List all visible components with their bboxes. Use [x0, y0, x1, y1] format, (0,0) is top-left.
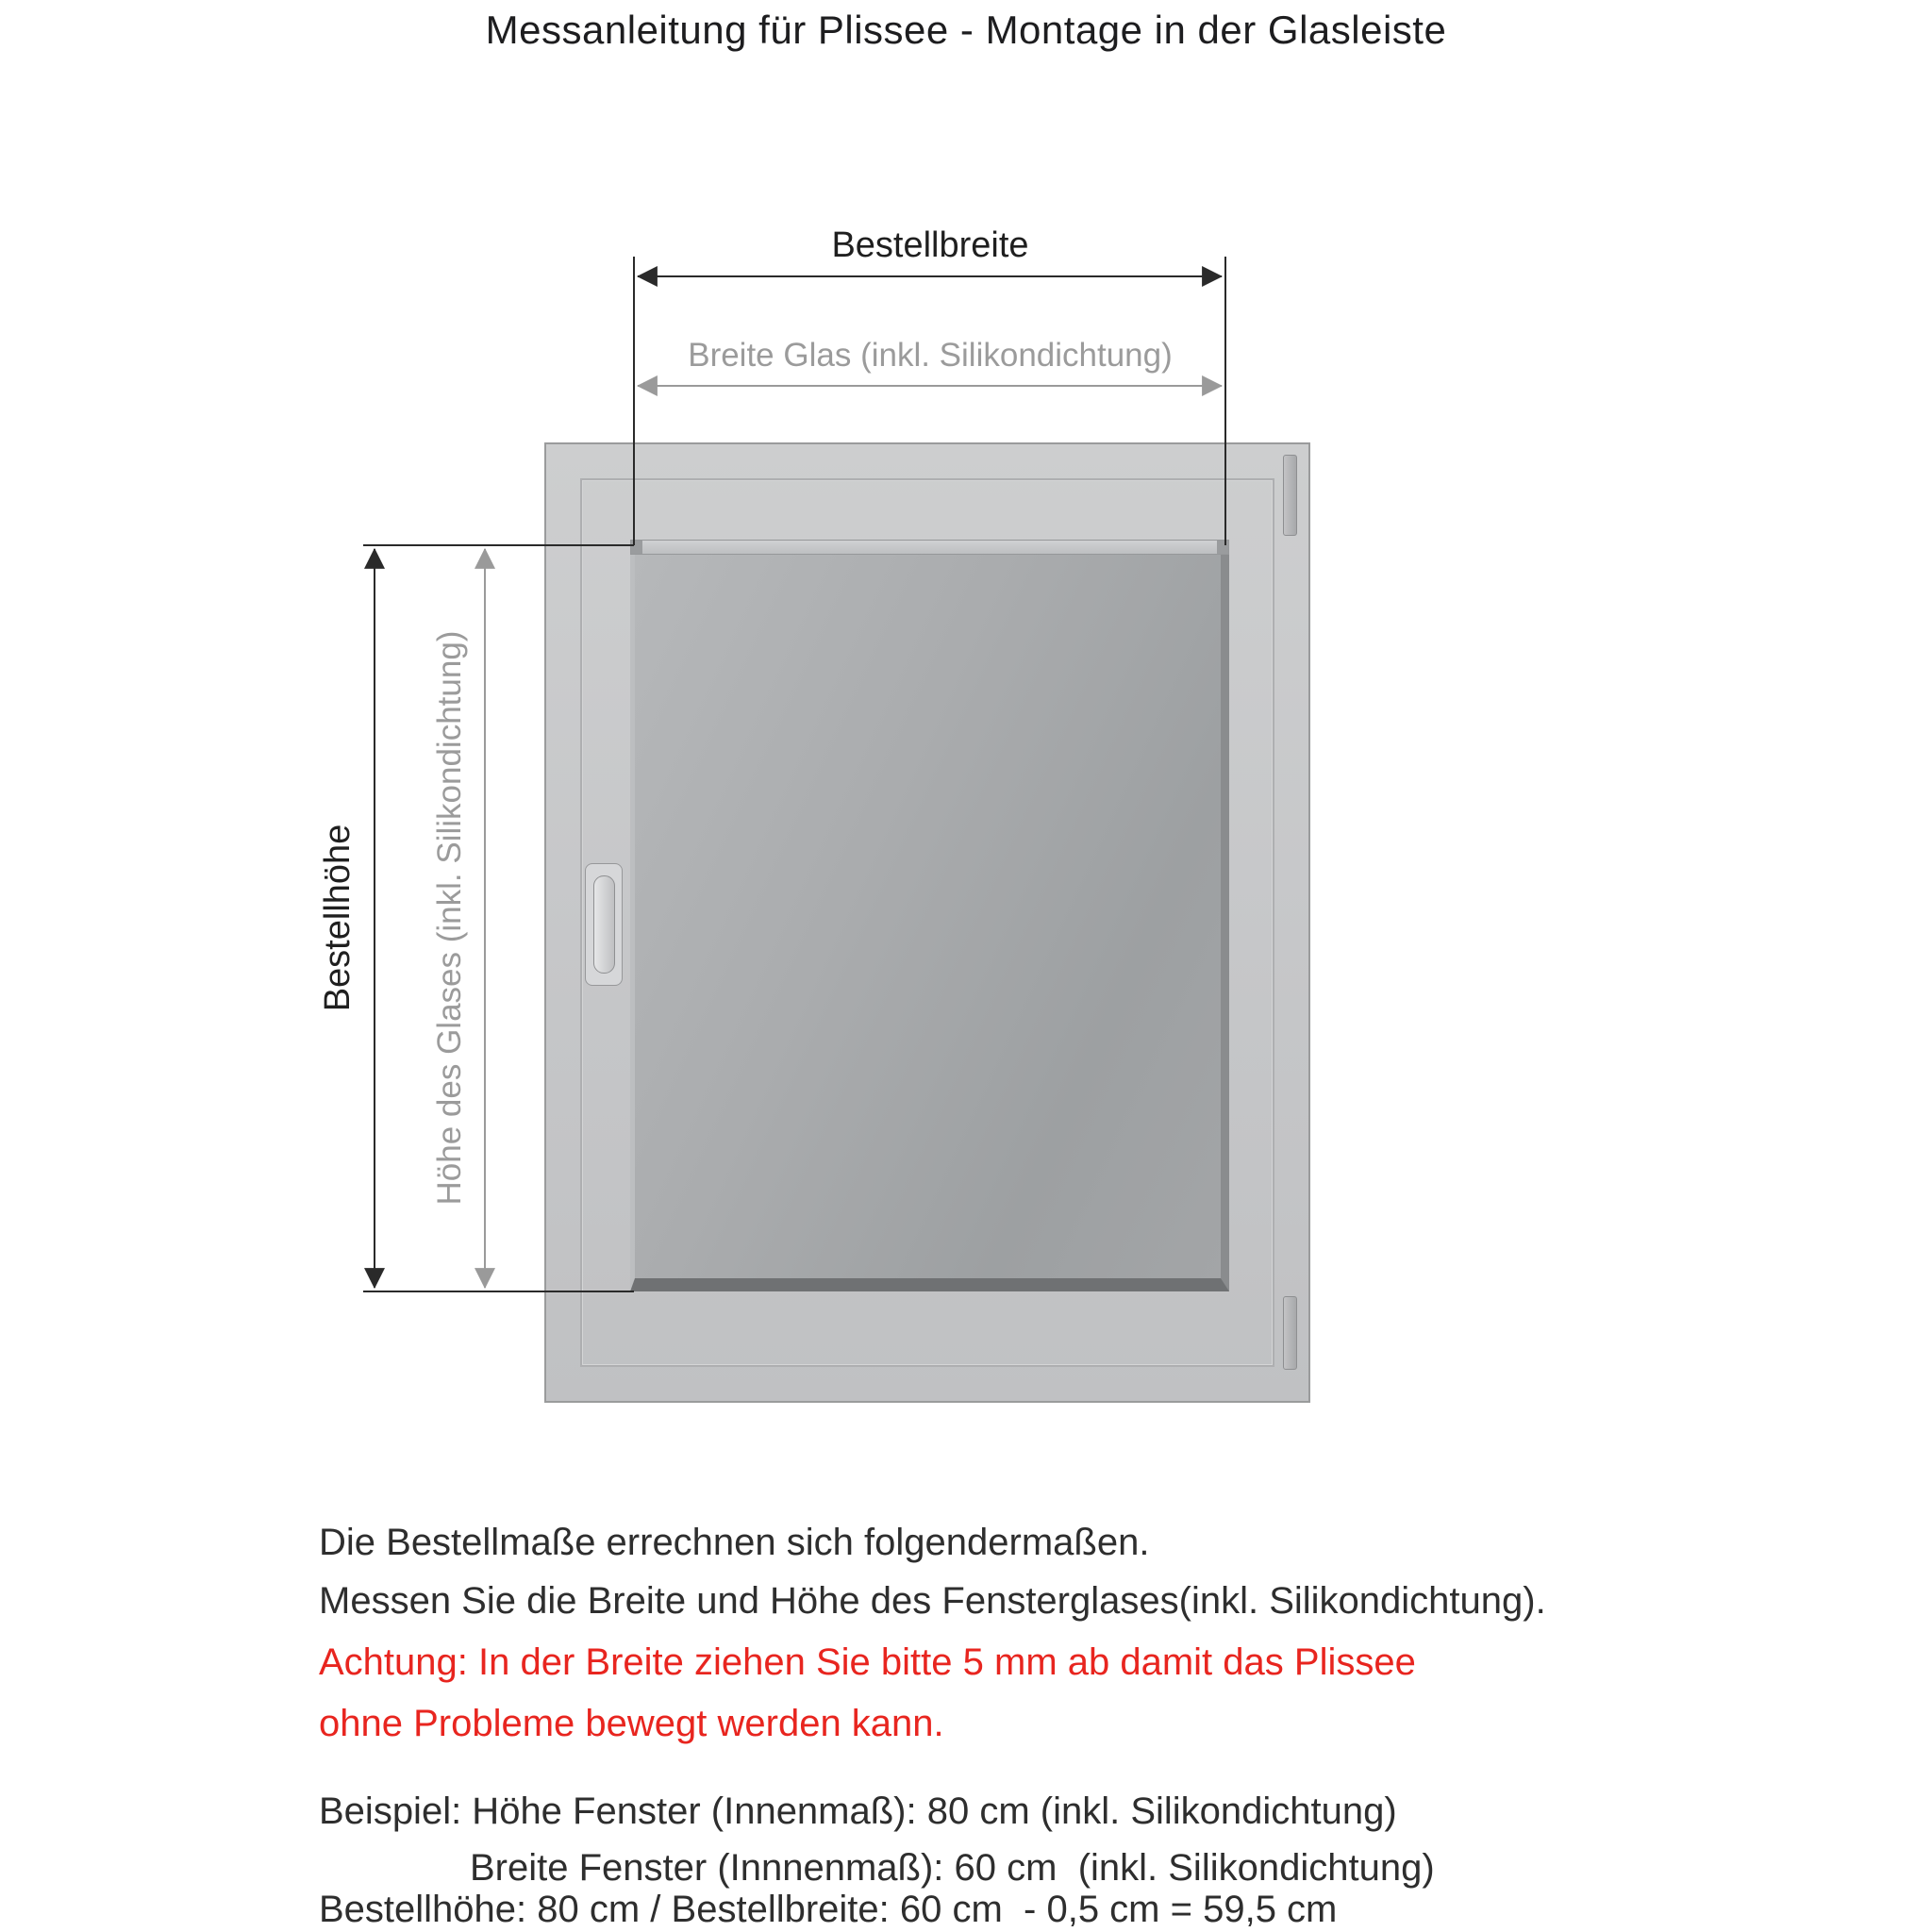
page-title: Messanleitung für Plissee - Montage in der Glasleiste [485, 8, 1447, 52]
example-line-3: Bestellhöhe: 80 cm / Bestellbreite: 60 cm - 0,5 cm = 59,5 cm [319, 1889, 1338, 1930]
hinge-bottom-icon [1283, 1296, 1297, 1370]
plissee-top-rail [630, 540, 1229, 555]
hinge-top-icon [1283, 455, 1297, 536]
order-height-label: Bestellhöhe [318, 824, 358, 1012]
rail-end-cap-left [631, 541, 642, 554]
warning-line-2: ohne Probleme bewegt werden kann. [319, 1703, 944, 1744]
glass-height-label: Höhe des Glases (inkl. Silikondichtung) [431, 630, 468, 1206]
example-line-1: Beispiel: Höhe Fenster (Innenmaß): 80 cm (inkl. Silikondichtung) [319, 1790, 1397, 1832]
instruction-line-1: Die Bestellmaße errechnen sich folgendermaßen. [319, 1522, 1150, 1563]
window-handle [593, 875, 615, 974]
order-width-label: Bestellbreite [831, 225, 1029, 265]
warning-line-1: Achtung: In der Breite ziehen Sie bitte 5 mm ab damit das Plissee [319, 1641, 1416, 1683]
instruction-line-2: Messen Sie die Breite und Höhe des Fensterglases(inkl. Silikondichtung). [319, 1580, 1546, 1622]
example-line-2: Breite Fenster (Innnenmaß): 60 cm (inkl. Silikondichtung) [470, 1847, 1435, 1889]
rail-end-cap-right [1217, 541, 1228, 554]
glass-width-label: Breite Glas (inkl. Silikondichtung) [688, 337, 1173, 374]
window-glass-pane [630, 540, 1229, 1291]
